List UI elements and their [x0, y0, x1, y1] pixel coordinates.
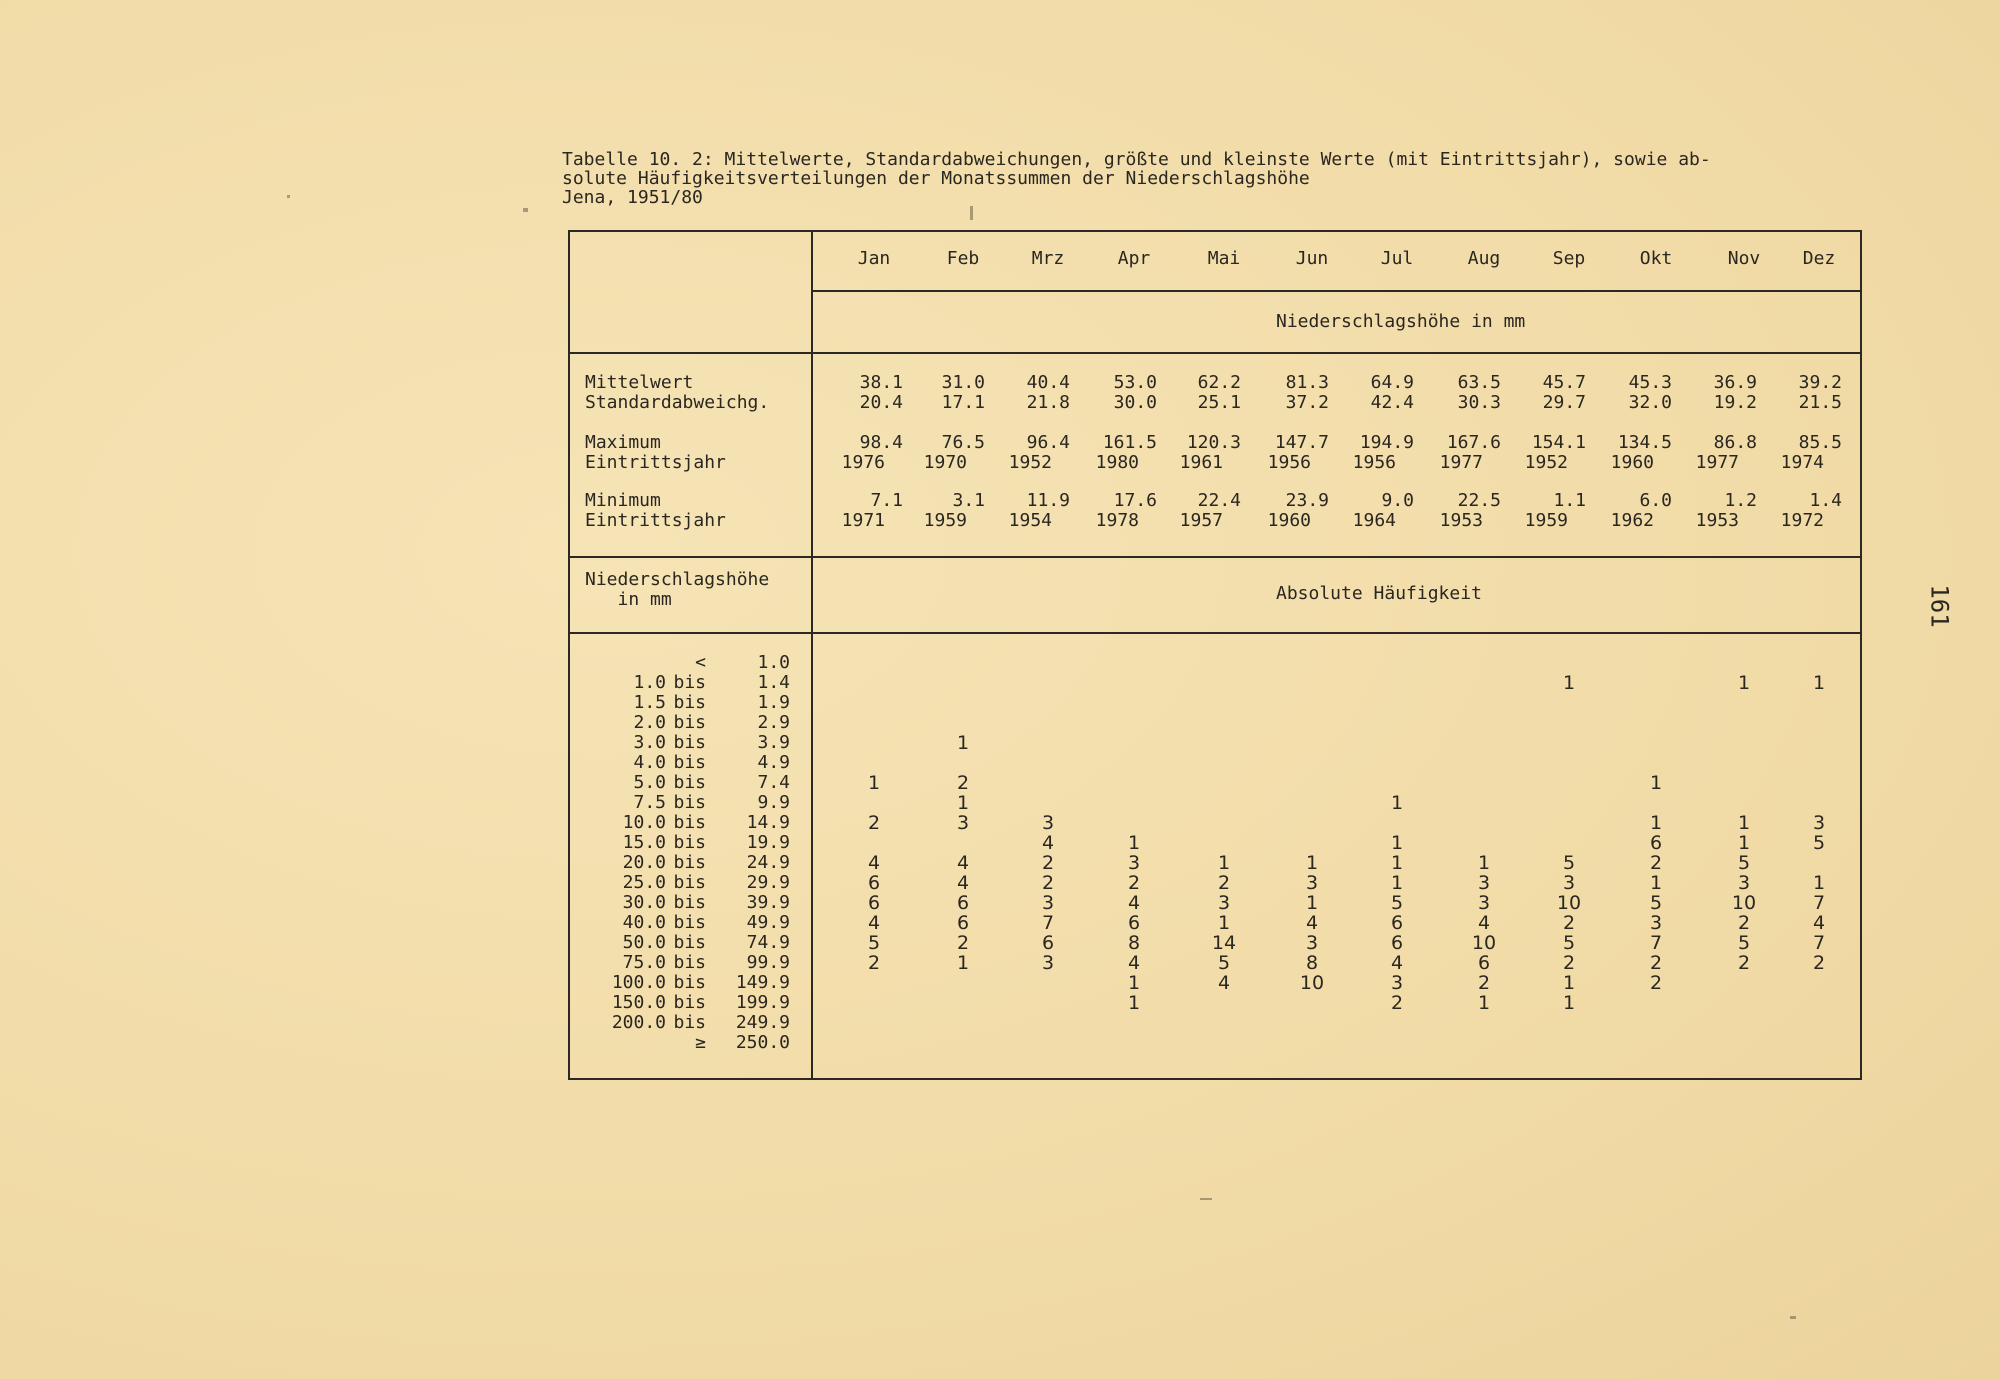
data-table	[568, 230, 1862, 1080]
class-separator: bis	[673, 952, 706, 973]
class-lower-bound: 25.0	[622, 872, 666, 893]
frequency-count: 10	[1471, 932, 1497, 954]
frequency-count: 1	[1390, 872, 1404, 894]
frequency-count: 3	[1390, 972, 1404, 994]
table-bottom-border	[568, 1078, 1862, 1080]
class-separator: bis	[673, 892, 706, 913]
frequency-count: 1	[1305, 892, 1319, 914]
stat-max-value: 134.5	[1617, 432, 1672, 453]
frequency-count: 6	[1477, 952, 1491, 974]
stat-min-value: 7.1	[870, 490, 903, 511]
stat-max-value: 167.6	[1446, 432, 1501, 453]
stat-min-year-value: 1964	[1352, 510, 1396, 531]
frequency-count: 2	[1812, 952, 1826, 974]
stat-std-value: 29.7	[1542, 392, 1586, 413]
stat-std-value: 42.4	[1370, 392, 1414, 413]
frequency-count: 3	[1041, 952, 1055, 974]
stat-min-value: 11.9	[1026, 490, 1070, 511]
month-header-aug: Aug	[1467, 248, 1501, 269]
stat-max-year-value: 1970	[923, 452, 967, 473]
stat-min-value: 1.4	[1809, 490, 1842, 511]
class-upper-bound: 39.9	[746, 892, 790, 913]
class-lower-bound: 1.0	[633, 672, 666, 693]
class-separator: bis	[673, 812, 706, 833]
stat-std-value: 30.0	[1113, 392, 1157, 413]
stat-mean-value: 38.1	[859, 372, 903, 393]
stat-max-year-value: 1974	[1780, 452, 1824, 473]
frequency-count: 6	[1390, 932, 1404, 954]
month-header-mai: Mai	[1207, 248, 1241, 269]
frequency-count: 1	[1217, 852, 1231, 874]
month-header-okt: Okt	[1639, 248, 1673, 269]
frequency-count: 4	[956, 872, 970, 894]
class-separator: bis	[673, 772, 706, 793]
stat-max-year-value: 1977	[1439, 452, 1483, 473]
stat-max-value: 161.5	[1102, 432, 1157, 453]
frequency-count: 1	[1812, 672, 1826, 694]
stat-max-value: 147.7	[1274, 432, 1329, 453]
page-number: 161	[1925, 584, 1954, 628]
stat-std-value: 21.8	[1026, 392, 1070, 413]
stat-max-year-value: 1956	[1267, 452, 1311, 473]
class-lower-bound: 4.0	[633, 752, 666, 773]
frequency-count: 2	[1649, 852, 1663, 874]
frequency-count: 1	[1127, 992, 1141, 1014]
paper-speck	[1200, 1198, 1212, 1200]
stat-max-year-value: 1976	[841, 452, 885, 473]
stat-label-mean: Mittelwert	[585, 372, 694, 393]
class-lower-bound: 200.0	[611, 1012, 666, 1033]
stat-max-value: 85.5	[1798, 432, 1842, 453]
frequency-count: 3	[1477, 892, 1491, 914]
frequency-count: 5	[1737, 932, 1751, 954]
stat-label-min-year: Eintrittsjahr	[585, 510, 726, 531]
frequency-count: 5	[1737, 852, 1751, 874]
frequency-count: 7	[1812, 932, 1826, 954]
stat-std-value: 21.5	[1798, 392, 1842, 413]
stat-mean-value: 45.3	[1628, 372, 1672, 393]
frequency-count: 1	[1477, 852, 1491, 874]
frequency-count: 6	[956, 892, 970, 914]
frequency-count: 4	[1127, 892, 1141, 914]
frequency-count: 4	[956, 852, 970, 874]
stat-min-year-value: 1978	[1095, 510, 1139, 531]
frequency-count: 1	[1390, 852, 1404, 874]
table-top-border	[568, 230, 1862, 232]
stat-min-year-value: 1972	[1780, 510, 1824, 531]
stat-min-value: 1.2	[1724, 490, 1757, 511]
frequency-count: 4	[1812, 912, 1826, 934]
frequency-count: 2	[867, 812, 881, 834]
stat-max-year-value: 1952	[1008, 452, 1052, 473]
month-header-jan: Jan	[857, 248, 891, 269]
frequency-count: 3	[1217, 892, 1231, 914]
frequency-count: 1	[956, 952, 970, 974]
class-upper-bound: 149.9	[735, 972, 790, 993]
stat-std-value: 17.1	[941, 392, 985, 413]
frequency-count: 7	[1649, 932, 1663, 954]
frequency-count: 4	[1390, 952, 1404, 974]
stat-mean-value: 45.7	[1542, 372, 1586, 393]
frequency-count: 2	[956, 772, 970, 794]
class-upper-bound: 2.9	[757, 712, 790, 733]
stat-max-value: 154.1	[1531, 432, 1586, 453]
class-upper-bound: 99.9	[746, 952, 790, 973]
unit-header-rule	[568, 352, 1862, 354]
stat-min-value: 22.4	[1197, 490, 1241, 511]
paper-speck	[523, 208, 528, 212]
class-lower-bound: 40.0	[622, 912, 666, 933]
frequency-count: 3	[1127, 852, 1141, 874]
frequency-count: 2	[1127, 872, 1141, 894]
frequency-count: 2	[956, 932, 970, 954]
frequency-count: 1	[1649, 772, 1663, 794]
stat-label-max: Maximum	[585, 432, 661, 453]
stat-mean-value: 39.2	[1798, 372, 1842, 393]
stat-min-value: 17.6	[1113, 490, 1157, 511]
class-upper-bound: 19.9	[746, 832, 790, 853]
frequency-count: 2	[1649, 952, 1663, 974]
class-upper-bound: 3.9	[757, 732, 790, 753]
class-upper-bound: 250.0	[735, 1032, 790, 1053]
stat-mean-value: 62.2	[1197, 372, 1241, 393]
stat-min-value: 6.0	[1639, 490, 1672, 511]
frequency-count: 4	[1477, 912, 1491, 934]
class-lower-bound: 20.0	[622, 852, 666, 873]
frequency-count: 6	[1041, 932, 1055, 954]
month-header-nov: Nov	[1727, 248, 1761, 269]
frequency-count: 2	[1217, 872, 1231, 894]
class-header: Niederschlagshöhe in mm	[585, 569, 770, 610]
frequency-count: 1	[1737, 812, 1751, 834]
class-separator: bis	[673, 872, 706, 893]
frequency-count: 1	[1305, 852, 1319, 874]
frequency-count: 1	[1127, 832, 1141, 854]
frequency-count: 2	[1562, 952, 1576, 974]
stat-min-value: 3.1	[952, 490, 985, 511]
frequency-count: 4	[1217, 972, 1231, 994]
frequency-count: 14	[1211, 932, 1237, 954]
stat-mean-value: 53.0	[1113, 372, 1157, 393]
class-lower-bound: 5.0	[633, 772, 666, 793]
frequency-count: 1	[1737, 672, 1751, 694]
frequency-count: 1	[1649, 812, 1663, 834]
frequency-count: 1	[956, 732, 970, 754]
month-header-jul: Jul	[1380, 248, 1414, 269]
frequency-count: 1	[1562, 972, 1576, 994]
frequency-count: 6	[867, 872, 881, 894]
frequency-count: 10	[1731, 892, 1757, 914]
frequency-count: 1	[1217, 912, 1231, 934]
frequency-count: 1	[1649, 872, 1663, 894]
class-upper-bound: 24.9	[746, 852, 790, 873]
stat-min-value: 1.1	[1553, 490, 1586, 511]
stat-mean-value: 36.9	[1713, 372, 1757, 393]
class-separator: ≥	[695, 1032, 706, 1053]
stat-mean-value: 64.9	[1370, 372, 1414, 393]
class-lower-bound: 7.5	[633, 792, 666, 813]
stat-max-value: 86.8	[1713, 432, 1757, 453]
stat-max-value: 76.5	[941, 432, 985, 453]
stat-min-value: 9.0	[1381, 490, 1414, 511]
stat-max-value: 98.4	[859, 432, 903, 453]
table-caption: Tabelle 10. 2: Mittelwerte, Standardabweichungen, größte und kleinste Werte (mit Eintrittsjahr), sowie ab- solute Häufigkeitsverteilungen der Monatssummen der Niederschlagshöhe Jena, 1951/80	[562, 149, 1711, 208]
month-header-sep: Sep	[1552, 248, 1586, 269]
frequency-count: 4	[1305, 912, 1319, 934]
month-header-apr: Apr	[1117, 248, 1151, 269]
stat-std-value: 25.1	[1197, 392, 1241, 413]
frequency-count: 6	[1649, 832, 1663, 854]
class-lower-bound: 1.5	[633, 692, 666, 713]
stat-std-value: 20.4	[859, 392, 903, 413]
frequency-count: 1	[1562, 672, 1576, 694]
frequency-count: 1	[956, 792, 970, 814]
stat-max-year-value: 1961	[1179, 452, 1223, 473]
class-upper-bound: 9.9	[757, 792, 790, 813]
frequency-count: 4	[1041, 832, 1055, 854]
class-upper-bound: 49.9	[746, 912, 790, 933]
frequency-count: 2	[1390, 992, 1404, 1014]
frequency-count: 3	[1305, 932, 1319, 954]
stat-mean-value: 40.4	[1026, 372, 1070, 393]
class-lower-bound: 30.0	[622, 892, 666, 913]
frequency-count: 4	[1127, 952, 1141, 974]
class-separator: bis	[673, 992, 706, 1013]
stat-min-year-value: 1971	[841, 510, 885, 531]
class-upper-bound: 7.4	[757, 772, 790, 793]
class-separator: bis	[673, 712, 706, 733]
stat-min-year-value: 1957	[1179, 510, 1223, 531]
class-lower-bound: 15.0	[622, 832, 666, 853]
stat-std-value: 30.3	[1457, 392, 1501, 413]
frequency-count: 3	[1649, 912, 1663, 934]
stat-min-value: 22.5	[1457, 490, 1501, 511]
class-separator: bis	[673, 732, 706, 753]
stat-max-value: 120.3	[1186, 432, 1241, 453]
frequency-count: 1	[1737, 832, 1751, 854]
frequency-count: 6	[956, 912, 970, 934]
stat-min-year-value: 1959	[923, 510, 967, 531]
frequency-count: 4	[867, 912, 881, 934]
frequency-count: 1	[1812, 872, 1826, 894]
frequency-count: 2	[1041, 852, 1055, 874]
class-separator: bis	[673, 792, 706, 813]
frequency-count: 5	[1649, 892, 1663, 914]
frequency-count: 7	[1041, 912, 1055, 934]
frequency-count: 3	[1562, 872, 1576, 894]
stat-max-year-value: 1960	[1610, 452, 1654, 473]
frequency-count: 5	[1812, 832, 1826, 854]
frequency-count: 3	[1477, 872, 1491, 894]
class-upper-bound: 1.0	[757, 652, 790, 673]
class-separator: <	[695, 652, 706, 673]
frequency-count: 5	[1562, 932, 1576, 954]
month-header-jun: Jun	[1295, 248, 1329, 269]
frequency-count: 2	[1041, 872, 1055, 894]
frequency-count: 5	[867, 932, 881, 954]
class-upper-bound: 4.9	[757, 752, 790, 773]
class-separator: bis	[673, 852, 706, 873]
frequency-count: 2	[1477, 972, 1491, 994]
frequency-count: 8	[1127, 932, 1141, 954]
stat-label-std: Standardabweichg.	[585, 392, 770, 413]
class-separator: bis	[673, 1012, 706, 1033]
frequency-count: 1	[1477, 992, 1491, 1014]
frequency-count: 4	[867, 852, 881, 874]
frequency-header: Absolute Häufigkeit	[1276, 583, 1482, 604]
unit-header: Niederschlagshöhe in mm	[1276, 311, 1526, 332]
stat-max-value: 96.4	[1026, 432, 1070, 453]
class-lower-bound: 100.0	[611, 972, 666, 993]
stat-min-year-value: 1953	[1695, 510, 1739, 531]
frequency-count: 2	[867, 952, 881, 974]
stat-max-year-value: 1977	[1695, 452, 1739, 473]
class-separator: bis	[673, 932, 706, 953]
class-upper-bound: 74.9	[746, 932, 790, 953]
stat-max-year-value: 1956	[1352, 452, 1396, 473]
frequency-count: 3	[956, 812, 970, 834]
frequency-count: 3	[1041, 892, 1055, 914]
frequency-count: 10	[1556, 892, 1582, 914]
class-lower-bound: 50.0	[622, 932, 666, 953]
stat-min-value: 23.9	[1285, 490, 1329, 511]
class-separator: bis	[673, 832, 706, 853]
stat-mean-value: 81.3	[1285, 372, 1329, 393]
stat-std-value: 37.2	[1285, 392, 1329, 413]
frequency-count: 10	[1299, 972, 1325, 994]
stats-bottom-rule	[568, 556, 1862, 558]
stat-std-value: 19.2	[1713, 392, 1757, 413]
month-header-dez: Dez	[1802, 248, 1836, 269]
stat-min-year-value: 1954	[1008, 510, 1052, 531]
class-separator: bis	[673, 752, 706, 773]
frequency-count: 3	[1041, 812, 1055, 834]
stat-std-value: 32.0	[1628, 392, 1672, 413]
stat-mean-value: 31.0	[941, 372, 985, 393]
frequency-count: 1	[867, 772, 881, 794]
class-lower-bound: 3.0	[633, 732, 666, 753]
stat-mean-value: 63.5	[1457, 372, 1501, 393]
frequency-count: 2	[1737, 912, 1751, 934]
frequency-count: 1	[1390, 832, 1404, 854]
class-lower-bound: 150.0	[611, 992, 666, 1013]
class-separator: bis	[673, 672, 706, 693]
class-upper-bound: 29.9	[746, 872, 790, 893]
frequency-count: 1	[1127, 972, 1141, 994]
stat-max-value: 194.9	[1359, 432, 1414, 453]
frequency-count: 6	[1390, 912, 1404, 934]
frequency-count: 2	[1562, 912, 1576, 934]
frequency-count: 2	[1737, 952, 1751, 974]
class-lower-bound: 2.0	[633, 712, 666, 733]
freq-header-rule	[568, 632, 1862, 634]
stat-max-year-value: 1952	[1524, 452, 1568, 473]
stat-max-year-value: 1980	[1095, 452, 1139, 473]
frequency-count: 5	[1390, 892, 1404, 914]
class-upper-bound: 199.9	[735, 992, 790, 1013]
month-header-rule	[811, 290, 1862, 292]
label-column-divider	[811, 230, 813, 1080]
stat-min-year-value: 1953	[1439, 510, 1483, 531]
frequency-count: 7	[1812, 892, 1826, 914]
class-upper-bound: 1.4	[757, 672, 790, 693]
class-lower-bound: 10.0	[622, 812, 666, 833]
class-upper-bound: 249.9	[735, 1012, 790, 1033]
stat-label-min: Minimum	[585, 490, 661, 511]
stat-min-year-value: 1960	[1267, 510, 1311, 531]
frequency-count: 5	[1562, 852, 1576, 874]
stat-min-year-value: 1962	[1610, 510, 1654, 531]
class-lower-bound: 75.0	[622, 952, 666, 973]
frequency-count: 8	[1305, 952, 1319, 974]
frequency-count: 6	[1127, 912, 1141, 934]
frequency-count: 1	[1562, 992, 1576, 1014]
paper-speck	[287, 195, 290, 198]
frequency-count: 2	[1649, 972, 1663, 994]
paper-speck	[1790, 1316, 1796, 1319]
frequency-count: 5	[1217, 952, 1231, 974]
frequency-count: 3	[1812, 812, 1826, 834]
class-upper-bound: 1.9	[757, 692, 790, 713]
class-separator: bis	[673, 912, 706, 933]
stat-label-max-year: Eintrittsjahr	[585, 452, 726, 473]
paper-speck	[970, 206, 973, 220]
class-separator: bis	[673, 972, 706, 993]
month-header-mrz: Mrz	[1031, 248, 1065, 269]
frequency-count: 3	[1737, 872, 1751, 894]
class-separator: bis	[673, 692, 706, 713]
frequency-count: 3	[1305, 872, 1319, 894]
stat-min-year-value: 1959	[1524, 510, 1568, 531]
month-header-feb: Feb	[946, 248, 980, 269]
class-upper-bound: 14.9	[746, 812, 790, 833]
frequency-count: 1	[1390, 792, 1404, 814]
frequency-count: 6	[867, 892, 881, 914]
